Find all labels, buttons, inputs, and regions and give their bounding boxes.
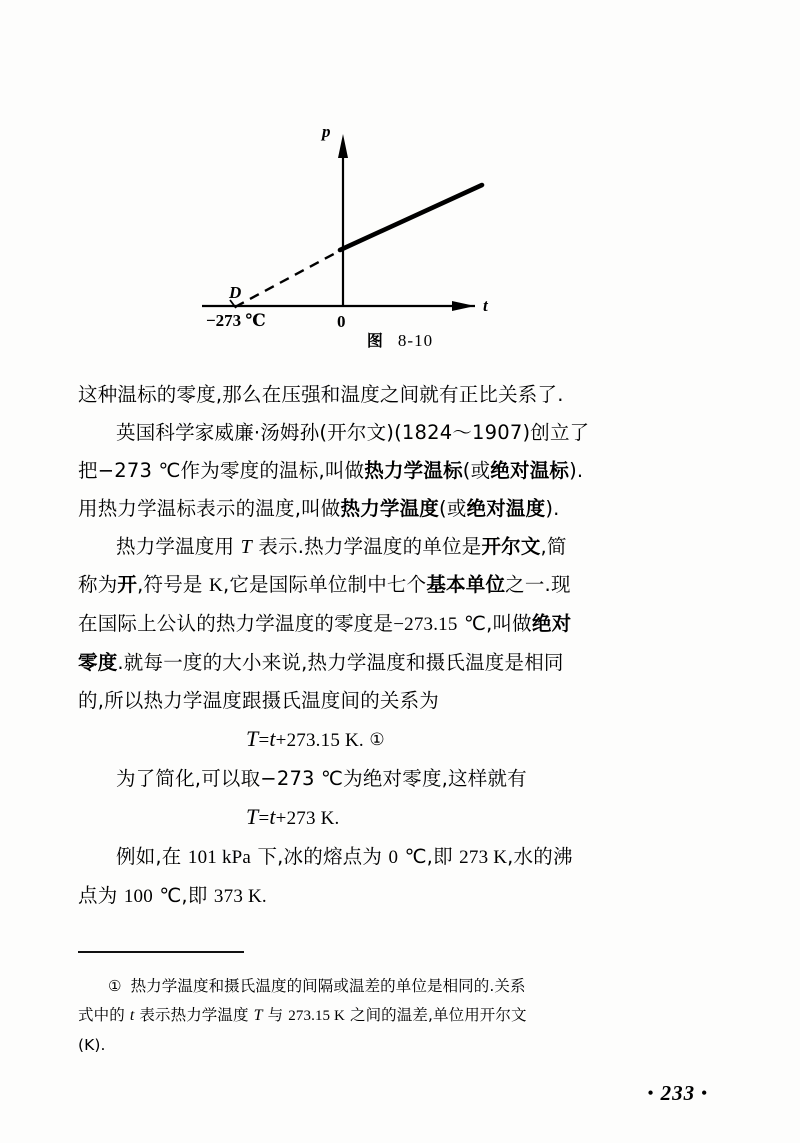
paragraph-3-line-5: 的,所以热力学温度跟摄氏温度间的关系为 <box>78 689 439 712</box>
x-axis-label: t <box>483 296 488 315</box>
footnote-line-1: ① 热力学温度和摄氏温度的间隔或温差的单位是相同的.关系 <box>108 977 526 995</box>
y-axis-label: p <box>322 122 331 141</box>
page-number-value: 233 <box>660 1081 696 1105</box>
footnote-reference-mark: ① <box>369 730 385 750</box>
footnote-block <box>78 972 726 1060</box>
extrapolation-dashed-line <box>235 249 343 307</box>
paragraph-3-line-3: 在国际上公认的热力学温度的零度是−273.15 ℃,叫做绝对 <box>78 612 572 635</box>
paragraph-1-line-1: 这种温标的零度,那么在压强和温度之间就有正比关系了. <box>78 383 564 406</box>
measured-solid-line <box>340 185 482 250</box>
pressure-temperature-graph <box>190 120 610 330</box>
point-d-label: D <box>229 283 242 302</box>
paragraph-2-line-3: 用热力学温标表示的温度,叫做热力学温度(或绝对温度). <box>78 497 560 520</box>
page-number-left-dot: • <box>647 1085 655 1102</box>
page-number-right-dot: • <box>701 1085 708 1102</box>
figure-caption-label: 图 <box>366 331 384 350</box>
footnote-marker: ① <box>108 977 122 995</box>
paragraph-3-line-2: 称为开,符号是 K,它是国际单位制中七个基本单位之一.现 <box>78 573 571 596</box>
paragraph-4: 为了简化,可以取−273 ℃为绝对零度,这样就有 <box>116 767 527 790</box>
footnote-separator-rule <box>78 951 244 953</box>
paragraph-2-line-1: 英国科学家威廉·汤姆孙(开尔文)(1824～1907)创立了 <box>116 421 590 444</box>
footnote-line-2: 式中的 t 表示热力学温度 T 与 273.15 K 之间的温差,单位用开尔文 <box>78 1006 527 1024</box>
figure-caption <box>0 328 800 351</box>
origin-label: 0 <box>337 312 346 330</box>
p-axis-arrowhead <box>338 134 348 158</box>
paragraph-3-line-1: 热力学温度用 T 表示.热力学温度的单位是开尔文,简 <box>116 535 567 558</box>
paragraph-5-line-1: 例如,在 101 kPa 下,冰的熔点为 0 ℃,即 273 K,水的沸 <box>116 845 573 868</box>
formula-2: T=t+273 K. <box>246 804 340 829</box>
paragraph-5-line-2: 点为 100 ℃,即 373 K. <box>78 884 267 907</box>
formula-1: T=t+273.15 K. ① <box>246 726 385 751</box>
paragraph-2-line-2: 把−273 ℃作为零度的温标,叫做热力学温标(或绝对温标). <box>78 459 584 482</box>
footnote-line-3: (K). <box>78 1036 106 1054</box>
paragraph-3-line-4: 零度.就每一度的大小来说,热力学温度和摄氏温度是相同 <box>78 651 564 674</box>
page-number <box>0 1081 800 1106</box>
figure-caption-number: 8-10 <box>397 331 434 350</box>
figure-8-10 <box>0 120 800 375</box>
t-axis-arrowhead <box>452 301 475 311</box>
body-text <box>78 376 726 916</box>
x-intercept-label: −273 ℃ <box>206 311 266 330</box>
